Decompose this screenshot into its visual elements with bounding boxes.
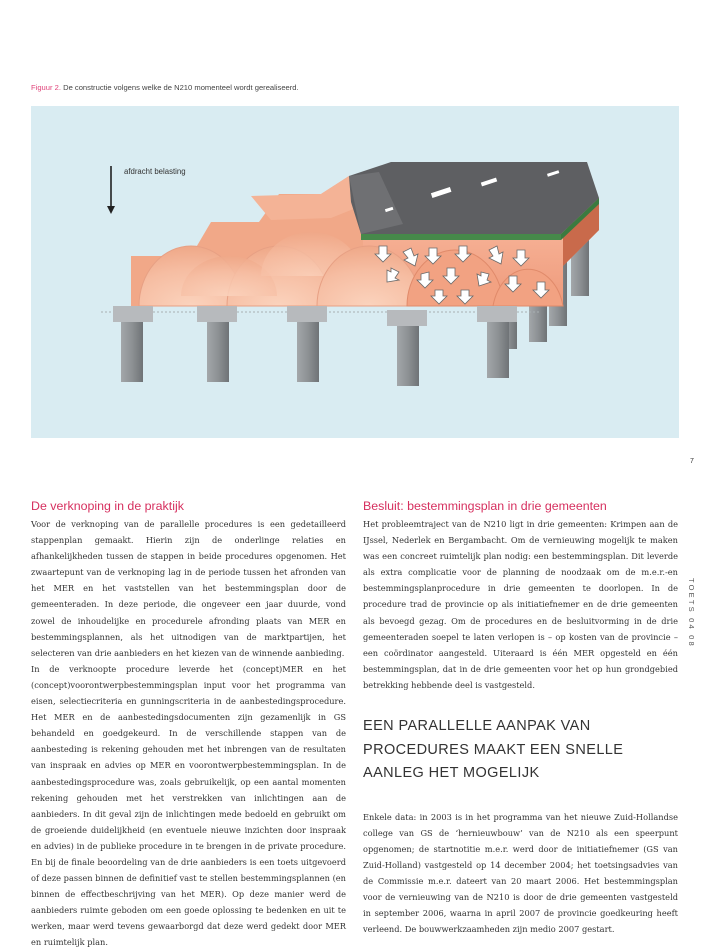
left-heading: De verknoping in de praktijk bbox=[31, 499, 184, 513]
front-piles bbox=[113, 306, 517, 386]
pull-quote: EEN PARALLELLE AANPAK VAN PROCEDURES MAAKT EEN SNELLE AANLEG HET MOGELIJK bbox=[363, 718, 624, 782]
figure-number: Figuur 2. bbox=[31, 83, 61, 92]
caption-text: De constructie volgens welke de N210 momenteel wordt gerealiseerd. bbox=[63, 83, 299, 92]
right-heading: Besluit: bestemmingsplan in drie gemeenten bbox=[363, 499, 607, 513]
right-column bbox=[363, 498, 678, 937]
right-paragraph-1: Het probleemtraject van de N210 ligt in drie gemeenten: Krimpen aan de IJssel, Nederlek en Bergambacht. Om de vernieuwing mogelijk te maken was een concreet ruimtelijk plan nodig: een bestemmingsplan. Dit leverde als extra complicatie voor de planning de noodzaak om de m.e.r.-en bestemmingsplanprocedure in drie gemeenten te doorlopen. In de procedure trad de provincie op als initiatiefnemer en de drie gemeenten als bevoegd gezag. Om de procedures en de besluitvorming in de drie gemeenteraden soepel te laten verlopen is – op kosten van de provincie – een coördinator aangesteld. Uiteraard is één MER opgesteld en één bestemmingsplan, dat in de drie gemeenten voor het op hun grondgebied betrekking hebbende deel is vastgesteld. bbox=[363, 519, 678, 690]
construction-diagram bbox=[31, 106, 679, 438]
right-paragraph-2: Enkele data: in 2003 is in het programma van het nieuwe Zuid-Hollandse college van GS de ‘hernieuwbouw’ van de N210 als een speerpunt opgenomen; de startnotitie m.e.r. werd door de initiatiefnemer (GS van Zuid-Holland) vastgesteld op 14 december 2004; het toetsingsadvies van de Commissie m.e.r. dateert van 20 maart 2006. Het bestemmingsplan voor de vernieuwing van de N210 is door de drie gemeenten vastgesteld in september 2006, waarna in april 2007 de provincie goedkeuring heeft verleend. De bouwwerkzaamheden zijn medio 2007 gestart. bbox=[363, 811, 678, 935]
side-label: TOETS 04 08 bbox=[687, 578, 696, 648]
page-number: 7 bbox=[690, 458, 694, 465]
road-slab bbox=[349, 162, 599, 240]
construction-illustration bbox=[31, 106, 679, 438]
load-label: afdracht belasting bbox=[124, 167, 186, 176]
load-arrow bbox=[107, 166, 115, 214]
left-paragraph-2: In de verknoopte procedure leverde het (concept)MER en het (concept)voorontwerpbestemmingsplan input voor het programma van eisen, selectiecriteria en gunningscriteria in de aanbestedingsprocedure. Het MER en de aanbestedingsdocumenten zijn gezamenlijk in GS behandeld en goedgekeurd. In de verschillende stappen van de aanbesteding is rekening gehouden met het inbrengen van de resultaten van inspraak en advies op MER en voorontwerpbestemmingsplan. In de aanbestedingsprocedure was, zoals gebruikelijk, op een aantal momenten rekening gehouden met het verstrekken van inlichtingen aan de aanbieders. In dit geval zijn de inlichtingen mede bedoeld en gebruikt om de groeiende duidelijkheid (en eventuele nieuwe inzichten door inspraak en advies) in de publieke procedure in te brengen in de private procedure. En bij de finale beoordeling van de drie aanbieders is een toets uitgevoerd of deze passen binnen de definitief vast te stellen bestemmingsplannen (en binnen de effectbeschrijving van het MER). Op deze manier werd de aanbieders ruimte geboden om een goede oplossing te bedenken en uit te werken, maar werd tevens gewaarborgd dat deze werd gedekt door MER en ruimtelijk plan. bbox=[31, 663, 346, 948]
left-paragraph-1: Voor de verknoping van de parallelle procedures is een gedetailleerd stappenplan gemaakt. Hierin zijn de onderlinge relaties en afhankelijkheden tussen de stappen in beide procedures opgenomen. Het zwaartepunt van de verknoping lag in de periode tussen het afronden van het MER en het vaststellen van het bestemmingsplan door de gemeenteraden. In deze periode, die ongeveer een jaar duurde, vond zowel de inhoudelijke en procedurele afronding plaats van MER en bestemmingsplannen, als het uitnodigen van de marktpartijen, het selecteren van drie aanbieders en het kiezen van de winnende aanbieding. bbox=[31, 519, 346, 658]
left-column bbox=[31, 498, 346, 951]
figure-caption bbox=[31, 83, 531, 92]
